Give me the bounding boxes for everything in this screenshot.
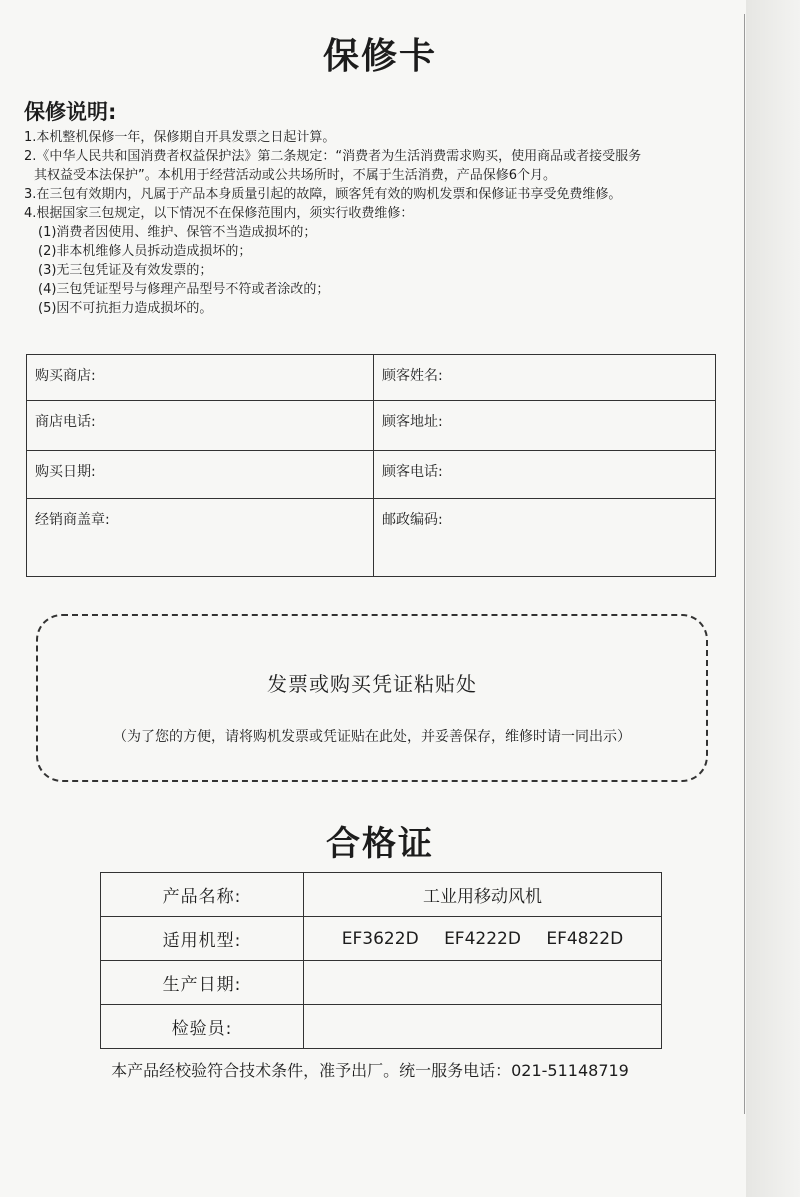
note-4-5: (5)因不可抗拒力造成损坏的。 (38, 301, 213, 316)
customer-name-field[interactable]: 顾客姓名: (374, 355, 716, 401)
voucher-paste-area (36, 614, 708, 782)
model-item: EF4222D (444, 928, 521, 949)
certificate-table (100, 872, 662, 1049)
production-date-value[interactable] (304, 961, 662, 1005)
warranty-notes (24, 128, 734, 318)
note-4-2: (2)非本机维修人员拆动造成损坏的； (38, 244, 252, 259)
note-4-1: (1)消费者因使用、维护、保管不当造成损坏的； (38, 225, 317, 240)
models-value (304, 917, 662, 961)
voucher-sub-text: （为了您的方便，请将购机发票或凭证贴在此处，并妥善保存，维修时请一同出示） (113, 729, 631, 745)
page-shadow (746, 0, 800, 1197)
inspector-value[interactable] (304, 1005, 662, 1049)
certificate-title: 合格证 (326, 824, 434, 864)
note-1: 1.本机整机保修一年，保修期自开具发票之日起计算。 (24, 130, 336, 145)
product-name-label: 产品名称: (101, 873, 304, 917)
product-name-value: 工业用移动风机 (304, 873, 662, 917)
postal-code-field[interactable]: 邮政编码: (374, 499, 716, 577)
warranty-notes-heading: 保修说明: (24, 100, 117, 124)
customer-address-field[interactable]: 顾客地址: (374, 401, 716, 451)
store-name-field[interactable]: 购买商店: (27, 355, 374, 401)
note-4: 4.根据国家三包规定，以下情况不在保修范围内，须实行收费维修： (24, 206, 414, 221)
customer-info-form (26, 354, 716, 577)
store-phone-field[interactable]: 商店电话: (27, 401, 374, 451)
note-4-3: (3)无三包凭证及有效发票的； (38, 263, 213, 278)
note-2-cont: 其权益受本法保护”。本机用于经营活动或公共场所时，不属于生活消费，产品保修6个月。 (34, 168, 557, 183)
customer-phone-field[interactable]: 顾客电话: (374, 451, 716, 499)
model-item: EF4822D (546, 928, 624, 949)
purchase-date-field[interactable]: 购买日期: (27, 451, 374, 499)
note-2: 2.《中华人民共和国消费者权益保护法》第二条规定：“消费者为生活消费需求购买，使用商品或者接受服务 (24, 149, 642, 164)
certificate-footer: 本产品经校验符合技术条件，准予出厂。统一服务电话：021-51148719 (111, 1061, 629, 1080)
production-date-label: 生产日期: (101, 961, 304, 1005)
model-item: EF3622D (341, 928, 419, 949)
note-3: 3.在三包有效期内，凡属于产品本身质量引起的故障，顾客凭有效的购机发票和保修证书享受免费维修。 (24, 187, 622, 202)
models-label: 适用机型: (101, 917, 304, 961)
warranty-card-title: 保修卡 (322, 36, 437, 77)
note-4-4: (4)三包凭证型号与修理产品型号不符或者涂改的； (38, 282, 330, 297)
dealer-stamp-field[interactable]: 经销商盖章: (27, 499, 374, 577)
page-edge-line (744, 14, 745, 1114)
inspector-label: 检验员: (101, 1005, 304, 1049)
voucher-main-text: 发票或购买凭证粘贴处 (267, 672, 477, 696)
